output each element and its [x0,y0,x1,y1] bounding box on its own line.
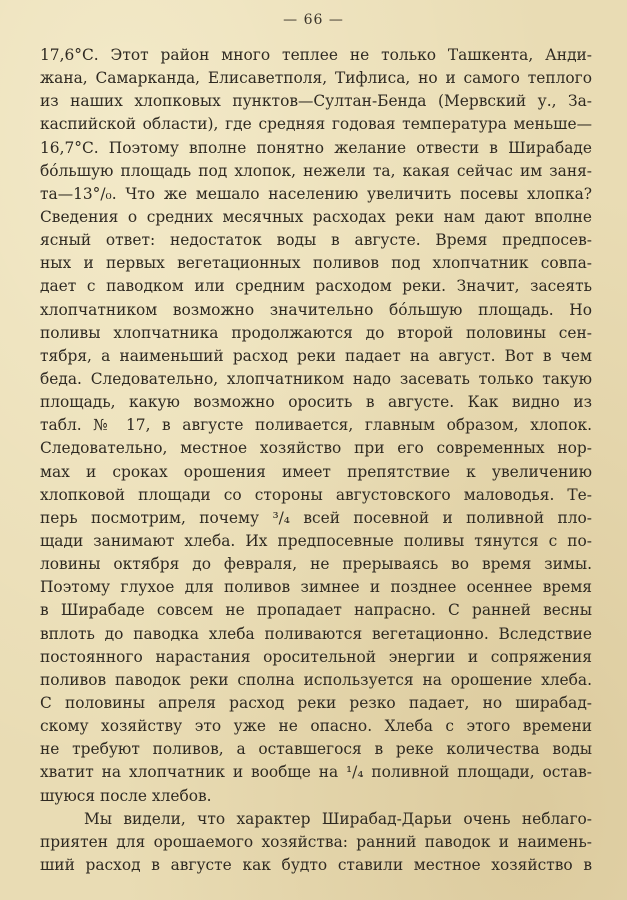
text-line: Мы видели, что характер Ширабад-Дарьи очень неблаго- [84,809,592,828]
text-line: вплоть до паводка хлеба поливаются вегетационно. Вследствие [40,624,592,643]
text-line: в Ширабаде совсем не пропадает напрасно. С ранней весны [40,601,592,620]
text-line: приятен для орошаемого хозяйства: ранний паводок и наимень- [40,832,592,851]
text-line: жана, Самарканда, Елисаветполя, Тифлиса, но и самого теплого [40,69,592,88]
text-body [40,44,592,877]
text-line: дает с паводком или средним расходом реки. Значит, засеять [40,277,592,296]
text-line: С половины апреля расход реки резко падает, но ширабад- [40,693,592,712]
text-line: скому хозяйству это уже не опасно. Хлеба с этого времени [40,717,592,736]
text-line: Сведения о средних месячных расходах реки нам дают вполне [40,207,592,226]
text-line: постоянного нарастания оросительной энергии и сопряжения [40,647,592,666]
text-line: бо́льшую площадь под хлопок, нежели та, какая сейчас им заня- [40,161,592,180]
text-line: шуюся после хлебов. [40,786,212,805]
text-line: мах и сроках орошения имеет препятствие к увеличению [40,462,592,481]
text-line: ных и первых вегетационных поливов под хлопчатник совпа- [40,254,592,273]
text-line: площадь, какую возможно оросить в августе. Как видно из [40,393,592,412]
page-number: — 66 — [283,12,344,28]
text-line: Поэтому глухое для поливов зимнее и позднее осеннее время [40,578,592,597]
text-line: не требуют поливов, а оставшегося в реке количества воды [40,740,592,759]
text-line: тября, а наименьший расход реки падает на август. Вот в чем [40,346,592,365]
paragraph-2 [40,808,592,877]
text-line: Следовательно, местное хозяйство при его современных нор- [40,439,592,458]
text-line: хватит на хлопчатник и вообще на ¹/₄ поливной площади, остав- [40,763,592,782]
text-line: из наших хлопковых пунктов—Султан-Бенда (Мервский у., За- [40,92,592,111]
text-line: табл. № 17, в августе поливается, главным образом, хлопок. [40,416,592,435]
text-line: хлопковой площади со стороны августовского маловодья. Те- [40,485,592,504]
text-line: поливы хлопчатника продолжаются до второй половины сен- [40,323,592,342]
text-line: 17,6°С. Этот район много теплее не только Ташкента, Анди- [40,46,592,64]
text-line: хлопчатником возможно значительно бо́льшую площадь. Но [40,300,592,319]
text-line: ший расход в августе как будто ставили местное хозяйство в [40,855,592,874]
text-line: поливов паводок реки сполна используется на орошение хлеба. [40,670,592,689]
paragraph-1 [40,44,592,808]
text-line: та—13°/₀. Что же мешало населению увеличить посевы хлопка? [40,184,592,203]
text-line: перь посмотрим, почему ³/₄ всей посевной и поливной пло- [40,508,592,527]
text-line: щади занимают хлеба. Их предпосевные поливы тянутся с по- [40,531,592,550]
text-line: 16,7°С. Поэтому вполне понятно желание отвести в Ширабаде [40,138,592,157]
text-line: беда. Следовательно, хлопчатником надо засевать только такую [40,369,592,388]
text-line: ясный ответ: недостаток воды в августе. Время предпосев- [40,231,592,250]
text-line: каспийской области), где средняя годовая температура меньше— [40,115,592,134]
text-line: ловины октября до февраля, не прерываясь во время зимы. [40,555,592,574]
